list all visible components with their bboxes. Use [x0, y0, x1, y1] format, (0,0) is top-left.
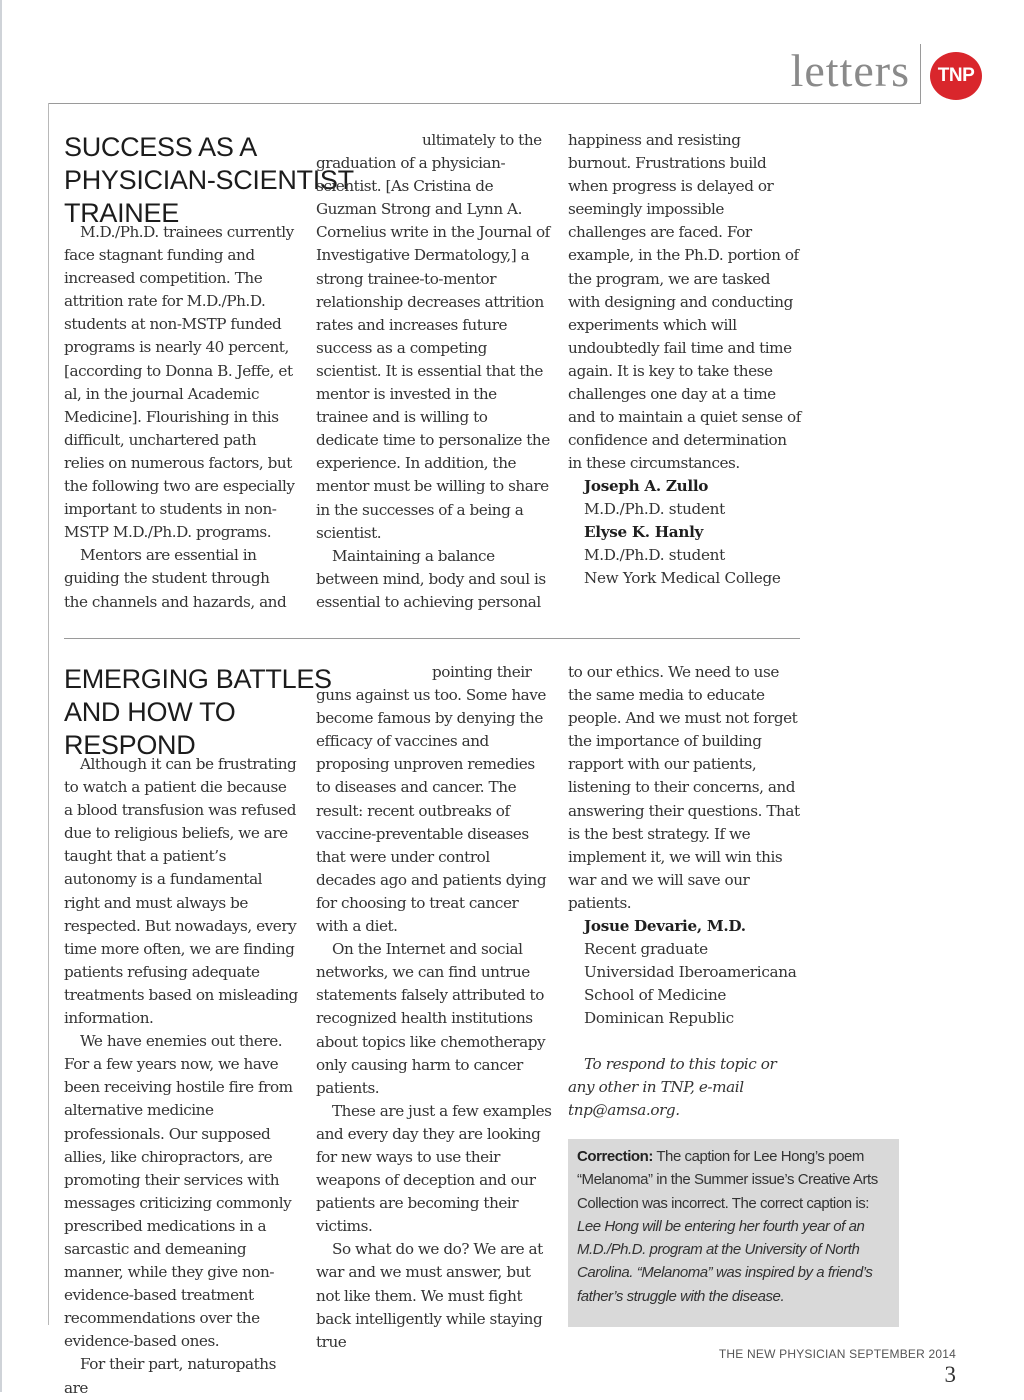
author-school: School of Medicine [584, 986, 727, 1005]
letter2-col1-paragraph: For their part, naturopaths are [64, 1355, 276, 1397]
letter2-headline: EMERGING BATTLES AND HOW TO RESPOND [64, 664, 332, 760]
letter2-col2-paragraph: pointing their guns against us too. Some have become famous by denying the efficacy of vaccines and proposing unproven remedies to diseases and cancer. The result: recent outbreaks of vaccine-preventable diseases that were under control decades ago and patients dying for choosing to treat cancer with a diet. [316, 663, 547, 936]
letter1-headline: SUCCESS AS A PHYSICIAN-SCIENTIST TRAINEE [64, 132, 354, 228]
letter1-column-3 [568, 129, 804, 475]
letter1-signature [584, 475, 804, 590]
header-divider-horizontal [48, 103, 921, 104]
page-number: 3 [944, 1362, 956, 1387]
letter1-column-1 [64, 221, 296, 614]
letter1-col3-paragraph: happiness and resisting burnout. Frustrations build when progress is delayed or seemingly impossible challenges are faced. For example, in the Ph.D. portion of the program, we are tasked with designing and conducting experiments which will undoubtedly fail time and time again. It is key to take these challenges one day at a time and to maintain a quiet sense of confidence and determination in these circumstances. [568, 131, 801, 473]
author-role: M.D./Ph.D. student [584, 500, 725, 519]
author-university: Universidad Iberoamericana [584, 963, 797, 982]
author-role: M.D./Ph.D. student [584, 546, 725, 565]
correction-label: Correction: [577, 1148, 653, 1165]
author-name: Joseph A. Zullo [584, 477, 709, 495]
letter1-col2-paragraph: Maintaining a balance between mind, body and soul is essential to achieving personal [316, 546, 546, 611]
letter2-col2-paragraph: These are just a few examples and every day they are looking for new ways to use their weapons of deception and our patients are becoming their victims. [316, 1101, 552, 1236]
letter2-col1-paragraph: Although it can be frustrating to watch a patient die because a blood transfusion was refused due to religious beliefs, we are taught that a patient’s autonomy is a fundamental right and must always be respected. But nowadays, every time more often, we are finding patients refusing adequate treatments based on misleading information. [64, 755, 298, 1028]
letter1-column-2 [316, 129, 550, 614]
letter2-column-3 [568, 661, 806, 915]
letter2-column-1 [64, 753, 298, 1400]
left-margin-rule [48, 103, 49, 1325]
author-name: Elyse K. Hanly [584, 523, 704, 542]
correction-text: The caption for Lee Hong’s poem “Melanoma” in the Summer issue’s Creative Arts Collection was incorrect. The correct caption is: [577, 1148, 878, 1212]
letter1-col2-paragraph: ultimately to the graduation of a physician-scientist. [As Cristina de Guzman Strong and Lynn A. Cornelius write in the Journal of Investigative Dermatology,] a strong trainee-to-mentor relationship decreases attrition rates and increases future success as a competing scientist. It is essential that the mentor is invested in the trainee and is willing to dedicate time to personalize the experience. In addition, the mentor must be willing to share in the successes of a being a scientist. [316, 131, 550, 542]
letter2-signature [584, 915, 806, 1030]
author-role: Recent graduate [584, 940, 708, 959]
author-institution: New York Medical College [584, 569, 781, 588]
letter2-col2-paragraph: On the Internet and social networks, we can find untrue statements falsely attributed to recognized health institutions about topics like chemotherapy only causing harm to cancer patients. [316, 940, 546, 1097]
tnp-logo-badge: TNP [930, 52, 982, 100]
footer-magazine: THE NEW PHYSICIAN SEPTEMBER 2014 [718, 1347, 956, 1361]
letter2-col2-paragraph: So what do we do? We are at war and we must answer, but not like them. We must fight back intelligently while staying true [316, 1240, 543, 1351]
letter1-col1-paragraph: M.D./Ph.D. trainees currently face stagnant funding and increased competition. The attrition rate for M.D./Ph.D. students at non-MSTP funded programs is nearly 40 percent, [according to Donna B. Jeffe, et al, in the journal Academic Medicine]. Flourishing in this difficult, unchartered path relies on numerous factors, but the following two are especially important to students in non-MSTP M.D./Ph.D. programs. [64, 223, 295, 542]
letter2-col1-paragraph: We have enemies out there. For a few years now, we have been receiving hostile fire from alternative medicine professionals. Our supposed allies, like chiropractors, are promoting their services with messages criticizing commonly prescribed medications in a sarcastic and demeaning manner, while they give non-evidence-based treatment recommendations over the evidence-based ones. [64, 1032, 293, 1351]
letter2-column-2 [316, 661, 552, 1354]
correction-caption: Lee Hong will be entering her fourth year of an M.D./Ph.D. program at the University of North Carolina. “Melanoma” was inspired by a friend’s father’s struggle with the disease. [577, 1217, 873, 1305]
page-footer [700, 1343, 956, 1388]
header-divider-vertical [920, 44, 921, 104]
respond-note: To respond to this topic or any other in TNP, e-mail tnp@amsa.org. [568, 1055, 777, 1120]
page-edge [0, 0, 2, 1392]
section-divider [64, 638, 800, 639]
letter1-col1-paragraph: Mentors are essential in guiding the student through the channels and hazards, and [64, 546, 287, 611]
correction-box [568, 1139, 899, 1327]
author-name: Josue Devarie, M.D. [584, 917, 746, 935]
letter2-col3-paragraph: to our ethics. We need to use the same media to educate people. And we must not forget the importance of building rapport with our patients, listening to their concerns, and answering their questions. That is the best strategy. If we implement it, we will win this war and we will save our patients. [568, 663, 800, 912]
author-country: Dominican Republic [584, 1009, 734, 1028]
section-title: letters [790, 45, 910, 96]
